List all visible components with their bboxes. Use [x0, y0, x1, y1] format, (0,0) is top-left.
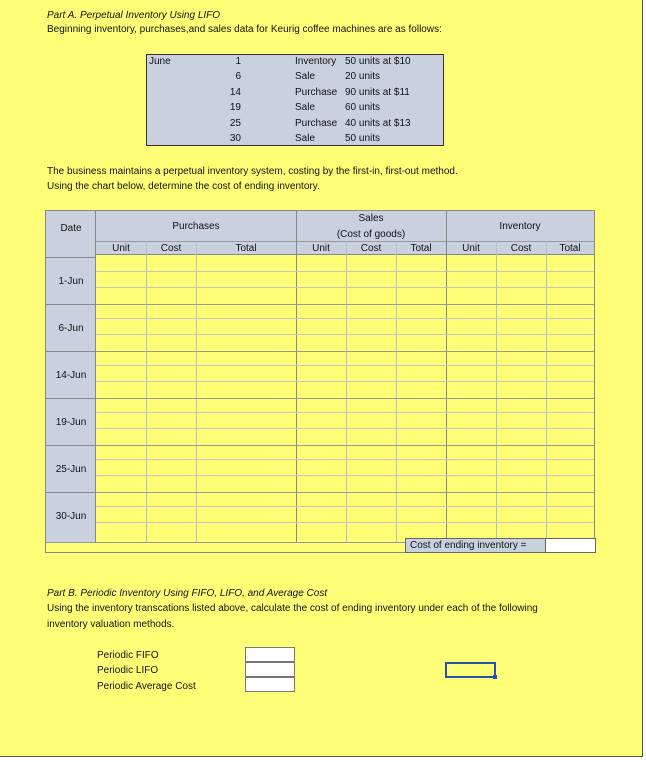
column-header: Cost — [160, 243, 182, 254]
inventory-header: Inventory — [499, 221, 541, 232]
column-header: Total — [235, 243, 257, 254]
part-b-instruction-2: inventory valuation methods. — [47, 619, 175, 630]
month-label: June — [149, 56, 171, 67]
sales-header: Sales — [358, 213, 384, 224]
part-a-title: Part A. Perpetual Inventory Using LIFO — [47, 10, 221, 21]
periodic-fifo-input[interactable] — [245, 647, 295, 662]
column-header: Cost — [360, 243, 382, 254]
column-header: Total — [410, 243, 432, 254]
june-transactions-box: June 1 Inventory 50 units at $10 6 Sale 20 units 14 Purchase 90 units at $11 19 Sale 60 units 25 Purchase 40 units at $13 30 Sale 50 units — [146, 54, 444, 146]
date-cell: 14-Jun — [55, 370, 87, 381]
inventory-table — [45, 210, 595, 553]
ending-inventory-label: Cost of ending inventory = — [410, 540, 527, 551]
instruction-line-2: Using the chart below, determine the cost of ending inventory. — [47, 181, 320, 192]
method-label-average: Periodic Average Cost — [97, 681, 196, 692]
part-b-title: Part B. Periodic Inventory Using FIFO, LIFO, and Average Cost — [47, 588, 328, 599]
ending-inventory-row — [405, 538, 595, 553]
part-b-instruction-1: Using the inventory transcations listed above, calculate the cost of ending inventory under each of the following — [47, 603, 538, 614]
column-header: Total — [559, 243, 581, 254]
sales-subheader: (Cost of goods) — [336, 229, 406, 240]
purchases-header: Purchases — [172, 221, 220, 232]
periodic-lifo-input[interactable] — [245, 662, 295, 677]
column-header: Unit — [112, 243, 130, 254]
date-cell: 25-Jun — [55, 464, 87, 475]
date-cell: 1-Jun — [58, 276, 84, 287]
table-header — [96, 211, 594, 255]
part-a-intro: Beginning inventory, purchases,and sales data for Keurig coffee machines are as follows: — [47, 24, 442, 35]
date-cell: 6-Jun — [58, 323, 84, 334]
date-header: Date — [60, 223, 82, 234]
method-label-lifo: Periodic LIFO — [97, 665, 159, 676]
instruction-line-1: The business maintains a perpetual inventory system, costing by the first-in, first-out method. — [47, 166, 458, 177]
date-column — [46, 211, 96, 543]
periodic-average-input[interactable] — [245, 677, 295, 692]
column-header: Unit — [312, 243, 330, 254]
selected-cell[interactable] — [445, 662, 496, 678]
date-cell: 30-Jun — [55, 511, 87, 522]
column-header: Unit — [462, 243, 480, 254]
fill-handle[interactable] — [493, 675, 497, 679]
date-cell: 19-Jun — [55, 417, 87, 428]
method-label-fifo: Periodic FIFO — [97, 650, 159, 661]
ending-inventory-input[interactable] — [545, 538, 596, 553]
column-header: Cost — [510, 243, 532, 254]
